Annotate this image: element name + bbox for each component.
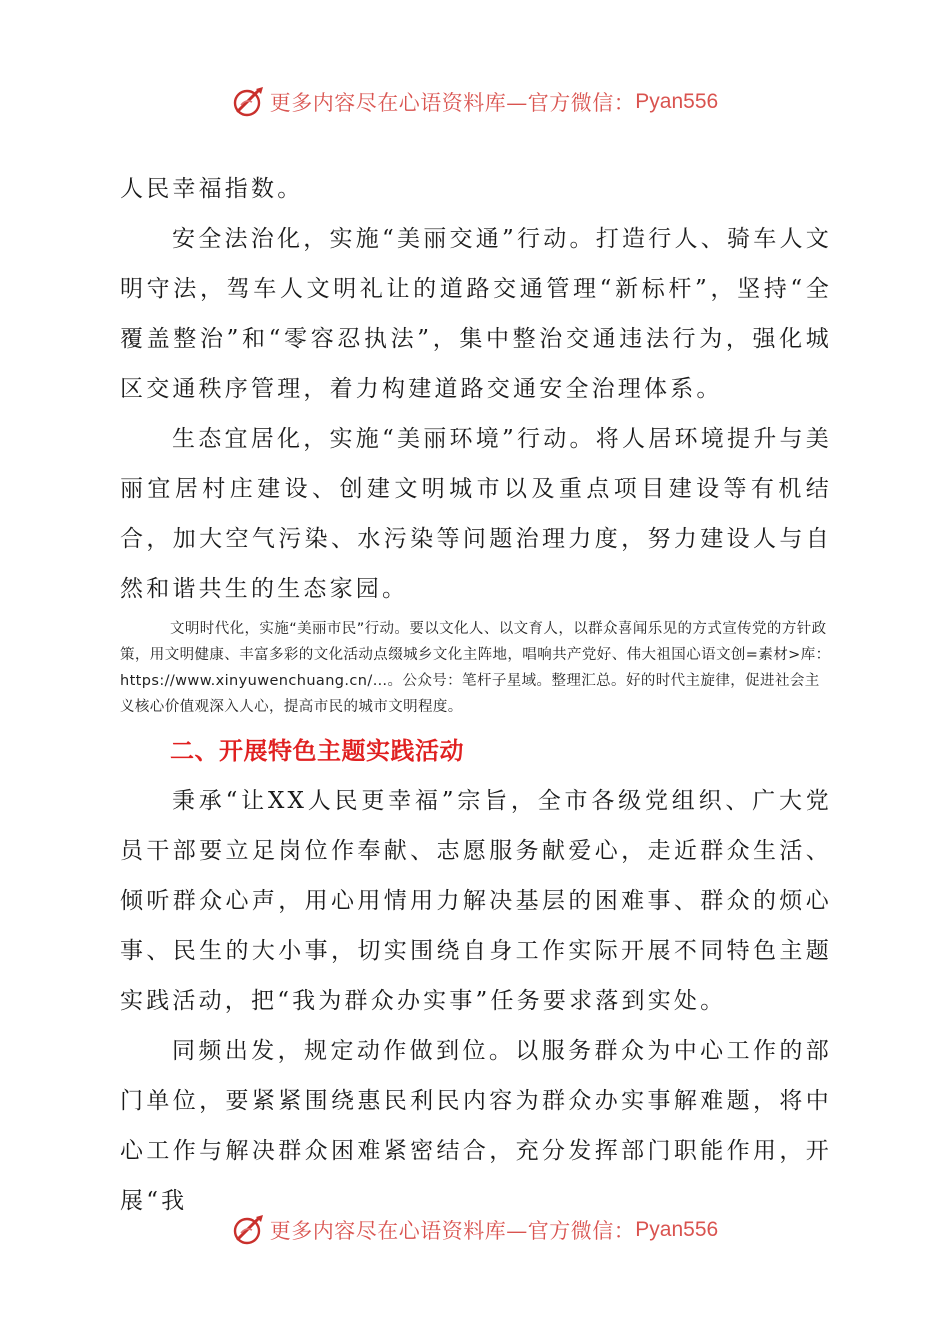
paragraph: 人民幸福指数。 xyxy=(120,176,304,202)
watermark-text: 更多内容尽在心语资料库—官方微信： xyxy=(269,1219,636,1243)
small-paragraph: 文明时代化，实施“美丽市民”行动。要以文化人、以文育人，以群众喜闻乐见的方式宣传党的方针政策，用文明健康、丰富多彩的文化活动点缀城乡文化主阵地，唱响共产党好、伟大祖国心语文创=素材>库：https://www.xinyuwenchuang.cn/…。公众号：笔杆子星域。整理汇总。好的时代主旋律，促进社会主义核心价值观深入人心，提高市民的城市文明程度。 xyxy=(120,621,831,715)
header-watermark xyxy=(0,82,950,122)
watermark-text: 更多内容尽在心语资料库—官方微信： xyxy=(269,91,636,115)
paragraph: 安全法治化，实施“美丽交通”行动。打造行人、骑车人文明守法，驾车人文明礼让的道路交通管理“新标杆”，坚持“全覆盖整治”和“零容忍执法”，集中整治交通违法行为，强化城区交通秩序管理，着力构建道路交通安全治理体系。 xyxy=(120,226,832,402)
section-heading: 二、开展特色主题实践活动 xyxy=(170,737,464,765)
footer-watermark xyxy=(0,1210,950,1250)
paragraph: 生态宜居化，实施“美丽环境”行动。将人居环境提升与美丽宜居村庄建设、创建文明城市以及重点项目建设等有机结合，加大空气污染、水污染等问题治理力度，努力建设人与自然和谐共生的生态家园。 xyxy=(120,426,832,602)
watermark-id: Pyan556 xyxy=(635,1218,719,1241)
paragraph: 秉承“让XX人民更幸福”宗旨，全市各级党组织、广大党员干部要立足岗位作奉献、志愿服务献爱心，走近群众生活、倾听群众心声，用心用情用力解决基层的困难事、群众的烦心事、民生的大小事，切实围绕自身工作实际开展不同特色主题实践活动，把“我为群众办实事”任务要求落到实处。 xyxy=(120,788,832,1014)
pen-logo-icon xyxy=(232,1213,266,1247)
document-body xyxy=(120,164,832,1226)
paragraph: 同频出发，规定动作做到位。以服务群众为中心工作的部门单位，要紧紧围绕惠民利民内容为群众办实事解难题，将中心工作与解决群众困难紧密结合，充分发挥部门职能作用，开展“我 xyxy=(120,1038,832,1214)
watermark-id: Pyan556 xyxy=(635,90,719,113)
pen-logo-icon xyxy=(232,85,266,119)
